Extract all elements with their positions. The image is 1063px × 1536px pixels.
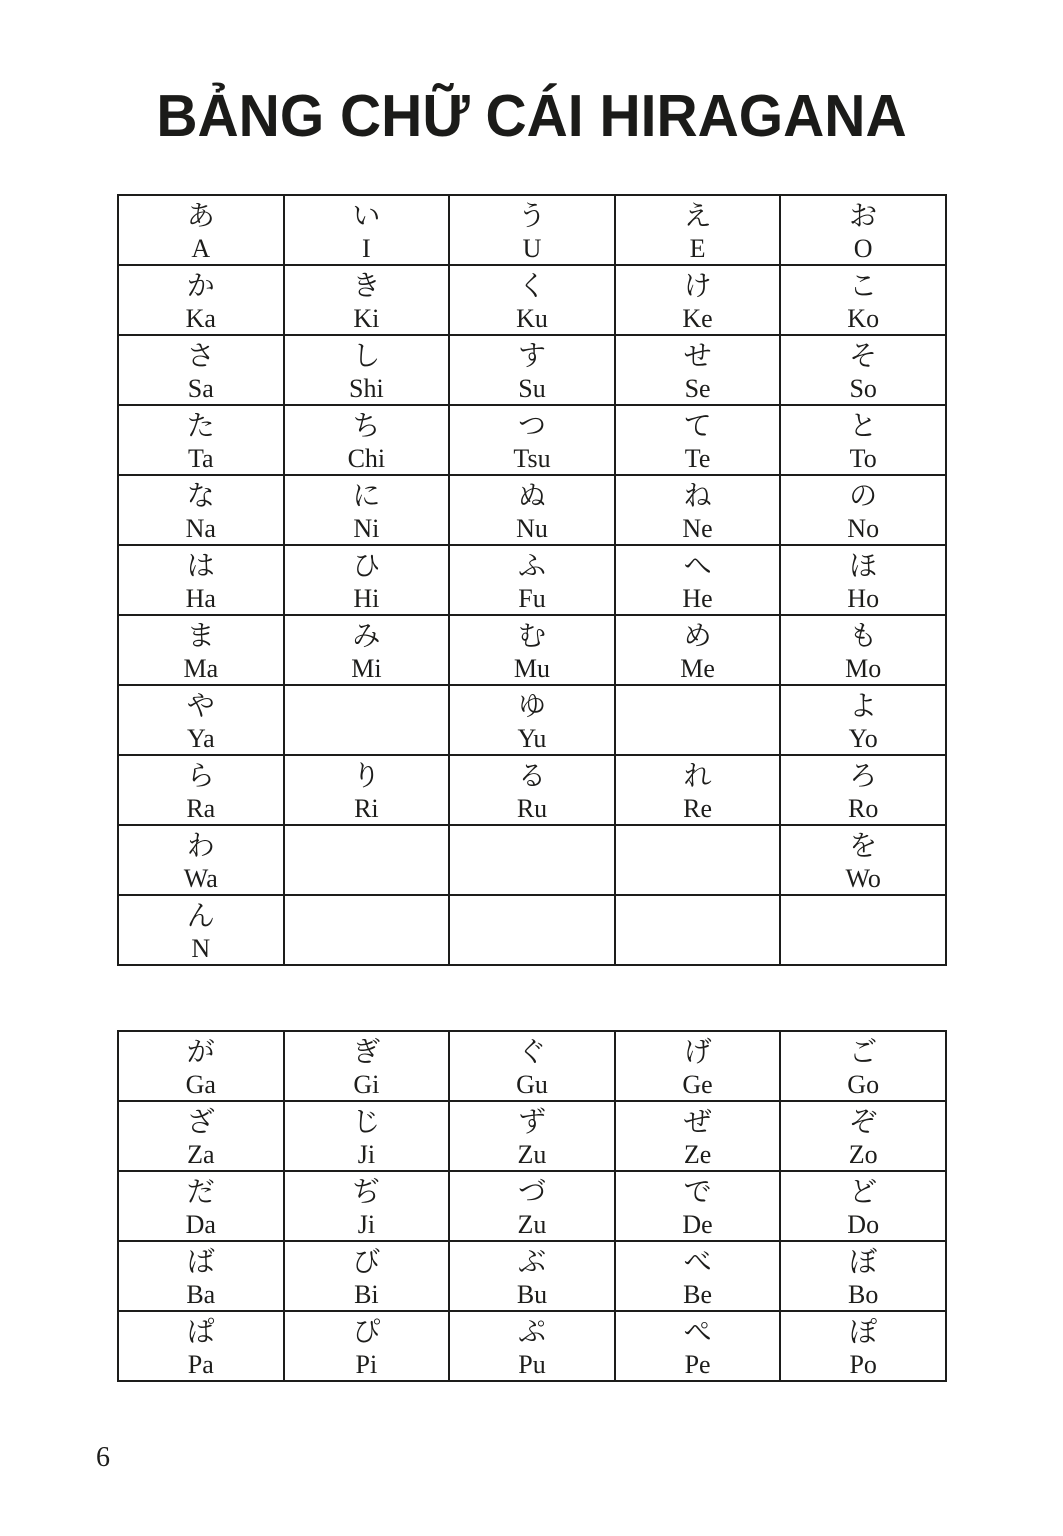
kana-cell [284, 1171, 450, 1241]
romaji-label: Te [684, 444, 711, 473]
kana-cell [449, 335, 615, 405]
kana-character: ら [186, 759, 215, 792]
kana-cell [284, 195, 450, 265]
kana-character: ば [186, 1245, 215, 1278]
romaji-label: Zo [848, 1140, 878, 1169]
romaji-label: Ru [516, 794, 548, 823]
kana-cell [118, 1171, 284, 1241]
kana-character: け [683, 269, 712, 302]
kana-character: あ [186, 199, 215, 232]
kana-cell [615, 1031, 781, 1101]
romaji-label: Ho [847, 584, 880, 613]
empty-cell [449, 895, 615, 965]
kana-cell [118, 265, 284, 335]
romaji-label: Gi [353, 1070, 380, 1099]
kana-cell [284, 755, 450, 825]
romaji-label: Ya [186, 724, 215, 753]
kana-character: よ [849, 689, 878, 722]
romaji-label: U [522, 234, 542, 263]
romaji-label: He [682, 584, 713, 613]
kana-cell [615, 335, 781, 405]
romaji-label: Bi [354, 1280, 379, 1309]
kana-character: ぷ [517, 1315, 546, 1348]
empty-cell [449, 825, 615, 895]
romaji-label: Zu [517, 1140, 547, 1169]
kana-cell [615, 1311, 781, 1381]
kana-character: む [517, 619, 546, 652]
kana-character: ご [849, 1035, 878, 1068]
page-title: BẢNG CHỮ CÁI HIRAGANA [156, 83, 907, 150]
romaji-label: Pi [355, 1350, 378, 1379]
kana-cell [118, 1101, 284, 1171]
kana-character: き [352, 269, 381, 302]
kana-character: に [352, 479, 381, 512]
romaji-label: Ka [185, 304, 216, 333]
kana-cell [780, 265, 946, 335]
romaji-label: Ko [847, 304, 880, 333]
romaji-label: Da [185, 1210, 216, 1239]
table-row [118, 335, 946, 405]
kana-cell [118, 1031, 284, 1101]
kana-character: じ [352, 1105, 381, 1138]
kana-character: ず [517, 1105, 546, 1138]
romaji-label: Bu [516, 1280, 548, 1309]
table-row [118, 1171, 946, 1241]
kana-cell [118, 475, 284, 545]
romaji-label: Ze [683, 1140, 712, 1169]
kana-character: ぞ [849, 1105, 878, 1138]
kana-cell [780, 475, 946, 545]
romaji-label: Ga [185, 1070, 216, 1099]
romaji-label: Su [518, 374, 546, 403]
kana-cell [284, 1311, 450, 1381]
romaji-label: Wa [183, 864, 218, 893]
romaji-label: O [853, 234, 873, 263]
romaji-label: Fu [518, 584, 546, 613]
kana-cell [284, 615, 450, 685]
kana-cell [780, 1031, 946, 1101]
kana-cell [615, 615, 781, 685]
kana-character: ぎ [352, 1035, 381, 1068]
kana-character: も [849, 619, 878, 652]
kana-character: ぼ [849, 1245, 878, 1278]
romaji-label: Se [684, 374, 711, 403]
kana-cell [449, 685, 615, 755]
romaji-label: Ma [183, 654, 219, 683]
romaji-label: No [847, 514, 880, 543]
kana-character: れ [683, 759, 712, 792]
romaji-label: Hi [353, 584, 380, 613]
romaji-label: Ke [682, 304, 713, 333]
kana-character: し [352, 339, 381, 372]
kana-character: ひ [352, 549, 381, 582]
kana-character: う [517, 199, 546, 232]
kana-character: な [186, 479, 215, 512]
romaji-label: Za [187, 1140, 215, 1169]
table-row [118, 755, 946, 825]
kana-cell [118, 825, 284, 895]
romaji-label: Yo [848, 724, 878, 753]
kana-cell [118, 895, 284, 965]
kana-cell [449, 755, 615, 825]
romaji-label: Ne [682, 514, 713, 543]
page-number: 6 [96, 1442, 110, 1473]
kana-character: み [352, 619, 381, 652]
kana-character: び [352, 1245, 381, 1278]
romaji-label: Ha [185, 584, 216, 613]
romaji-label: Ki [353, 304, 380, 333]
romaji-label: Pa [187, 1350, 214, 1379]
table-row [118, 545, 946, 615]
kana-character: は [186, 549, 215, 582]
kana-cell [780, 195, 946, 265]
kana-character: ぬ [517, 479, 546, 512]
table-row [118, 1311, 946, 1381]
kana-cell [615, 195, 781, 265]
table-row [118, 685, 946, 755]
romaji-label: Ji [357, 1140, 376, 1169]
empty-cell [615, 825, 781, 895]
romaji-label: I [362, 234, 371, 263]
kana-character: ぜ [683, 1105, 712, 1138]
empty-cell [284, 685, 450, 755]
kana-character: ぴ [352, 1315, 381, 1348]
hiragana-basic-table [117, 194, 947, 966]
kana-character: ん [186, 899, 215, 932]
romaji-label: Ta [187, 444, 214, 473]
kana-cell [284, 265, 450, 335]
kana-character: ぱ [186, 1315, 215, 1348]
kana-cell [615, 1241, 781, 1311]
kana-character: の [849, 479, 878, 512]
kana-character: り [352, 759, 381, 792]
romaji-label: Go [847, 1070, 880, 1099]
kana-character: ね [683, 479, 712, 512]
romaji-label: De [682, 1210, 713, 1239]
romaji-label: Ba [186, 1280, 216, 1309]
kana-cell [118, 1241, 284, 1311]
kana-character: そ [849, 339, 878, 372]
kana-cell [118, 685, 284, 755]
romaji-label: Ra [186, 794, 216, 823]
romaji-label: Mu [513, 654, 551, 683]
kana-cell [284, 1031, 450, 1101]
kana-cell [449, 1241, 615, 1311]
kana-cell [284, 545, 450, 615]
table-row [118, 475, 946, 545]
kana-character: つ [517, 409, 546, 442]
kana-cell [449, 615, 615, 685]
kana-cell [118, 405, 284, 475]
table-row [118, 195, 946, 265]
kana-cell [449, 195, 615, 265]
romaji-label: Na [185, 514, 216, 543]
kana-character: こ [849, 269, 878, 302]
empty-cell [284, 895, 450, 965]
romaji-label: A [191, 234, 211, 263]
kana-character: ち [352, 409, 381, 442]
kana-cell [615, 1101, 781, 1171]
kana-cell [284, 1101, 450, 1171]
kana-cell [780, 1311, 946, 1381]
kana-character: ぢ [352, 1175, 381, 1208]
kana-cell [780, 335, 946, 405]
hiragana-basic-table-body [118, 195, 946, 965]
kana-character: ま [186, 619, 215, 652]
romaji-label: Ri [354, 794, 379, 823]
kana-cell [615, 265, 781, 335]
table-row [118, 265, 946, 335]
kana-character: わ [186, 829, 215, 862]
kana-cell [118, 335, 284, 405]
kana-character: お [849, 199, 878, 232]
romaji-label: Wo [845, 864, 881, 893]
romaji-label: Zu [517, 1210, 547, 1239]
kana-cell [449, 1101, 615, 1171]
romaji-label: Pe [684, 1350, 711, 1379]
romaji-label: Mi [351, 654, 382, 683]
romaji-label: Bo [848, 1280, 879, 1309]
romaji-label: Nu [516, 514, 548, 543]
romaji-label: Be [683, 1280, 713, 1309]
kana-cell [780, 1171, 946, 1241]
romaji-label: Ku [516, 304, 548, 333]
kana-cell [780, 685, 946, 755]
table-row [118, 825, 946, 895]
kana-cell [118, 615, 284, 685]
kana-cell [780, 825, 946, 895]
romaji-label: Pu [518, 1350, 546, 1379]
kana-cell [284, 335, 450, 405]
kana-character: え [683, 199, 712, 232]
kana-cell [284, 405, 450, 475]
romaji-label: E [689, 234, 706, 263]
romaji-label: Mo [845, 654, 882, 683]
kana-cell [615, 1171, 781, 1241]
romaji-label: Ji [357, 1210, 376, 1239]
kana-cell [118, 755, 284, 825]
kana-cell [780, 1241, 946, 1311]
romaji-label: Shi [349, 374, 384, 403]
kana-cell [780, 1101, 946, 1171]
kana-cell [118, 545, 284, 615]
romaji-label: Po [849, 1350, 877, 1379]
kana-cell [780, 545, 946, 615]
kana-cell [449, 545, 615, 615]
kana-cell [780, 405, 946, 475]
kana-character: ゆ [517, 689, 546, 722]
kana-character: げ [683, 1035, 712, 1068]
table-row [118, 615, 946, 685]
kana-character: ど [849, 1175, 878, 1208]
kana-character: ろ [849, 759, 878, 792]
kana-character: い [352, 199, 381, 232]
kana-character: ぺ [683, 1315, 712, 1348]
kana-character: か [186, 269, 215, 302]
table-row [118, 895, 946, 965]
romaji-label: So [849, 374, 877, 403]
kana-character: く [517, 269, 546, 302]
kana-cell [284, 475, 450, 545]
romaji-label: Tsu [513, 444, 551, 473]
romaji-label: Re [683, 794, 713, 823]
kana-character: を [849, 829, 878, 862]
empty-cell [284, 825, 450, 895]
romaji-label: Ni [353, 514, 380, 543]
kana-cell [449, 405, 615, 475]
kana-character: ふ [517, 549, 546, 582]
kana-character: て [683, 409, 712, 442]
romaji-label: Gu [516, 1070, 548, 1099]
romaji-label: N [191, 934, 211, 963]
kana-cell [449, 1311, 615, 1381]
kana-character: す [517, 339, 546, 372]
romaji-label: Yu [517, 724, 547, 753]
kana-cell [780, 615, 946, 685]
romaji-label: Chi [347, 444, 386, 473]
kana-cell [780, 755, 946, 825]
romaji-label: Ge [682, 1070, 713, 1099]
kana-character: や [186, 689, 215, 722]
empty-cell [615, 895, 781, 965]
kana-cell [615, 405, 781, 475]
kana-cell [284, 1241, 450, 1311]
kana-cell [449, 475, 615, 545]
kana-character: で [683, 1175, 712, 1208]
kana-cell [118, 1311, 284, 1381]
kana-character: べ [683, 1245, 712, 1278]
kana-character: た [186, 409, 215, 442]
kana-character: ぶ [517, 1245, 546, 1278]
table-row [118, 1031, 946, 1101]
kana-character: ほ [849, 549, 878, 582]
kana-character: る [517, 759, 546, 792]
kana-character: ぽ [849, 1315, 878, 1348]
kana-cell [118, 195, 284, 265]
kana-cell [615, 545, 781, 615]
kana-character: め [683, 619, 712, 652]
hiragana-voiced-table-body [118, 1031, 946, 1381]
kana-cell [449, 1031, 615, 1101]
kana-character: だ [186, 1175, 215, 1208]
table-row [118, 1101, 946, 1171]
romaji-label: Do [847, 1210, 880, 1239]
kana-cell [449, 1171, 615, 1241]
empty-cell [615, 685, 781, 755]
kana-character: へ [683, 549, 712, 582]
kana-cell [615, 755, 781, 825]
romaji-label: Ro [848, 794, 879, 823]
hiragana-voiced-table [117, 1030, 947, 1382]
kana-character: せ [683, 339, 712, 372]
kana-character: と [849, 409, 878, 442]
romaji-label: Sa [187, 374, 214, 403]
kana-character: さ [186, 339, 215, 372]
kana-cell [449, 265, 615, 335]
table-row [118, 1241, 946, 1311]
kana-cell [615, 475, 781, 545]
romaji-label: To [849, 444, 877, 473]
kana-character: づ [517, 1175, 546, 1208]
romaji-label: Me [680, 654, 715, 683]
table-row [118, 405, 946, 475]
kana-character: が [186, 1035, 215, 1068]
kana-character: ざ [186, 1105, 215, 1138]
kana-character: ぐ [517, 1035, 546, 1068]
empty-cell [780, 895, 946, 965]
